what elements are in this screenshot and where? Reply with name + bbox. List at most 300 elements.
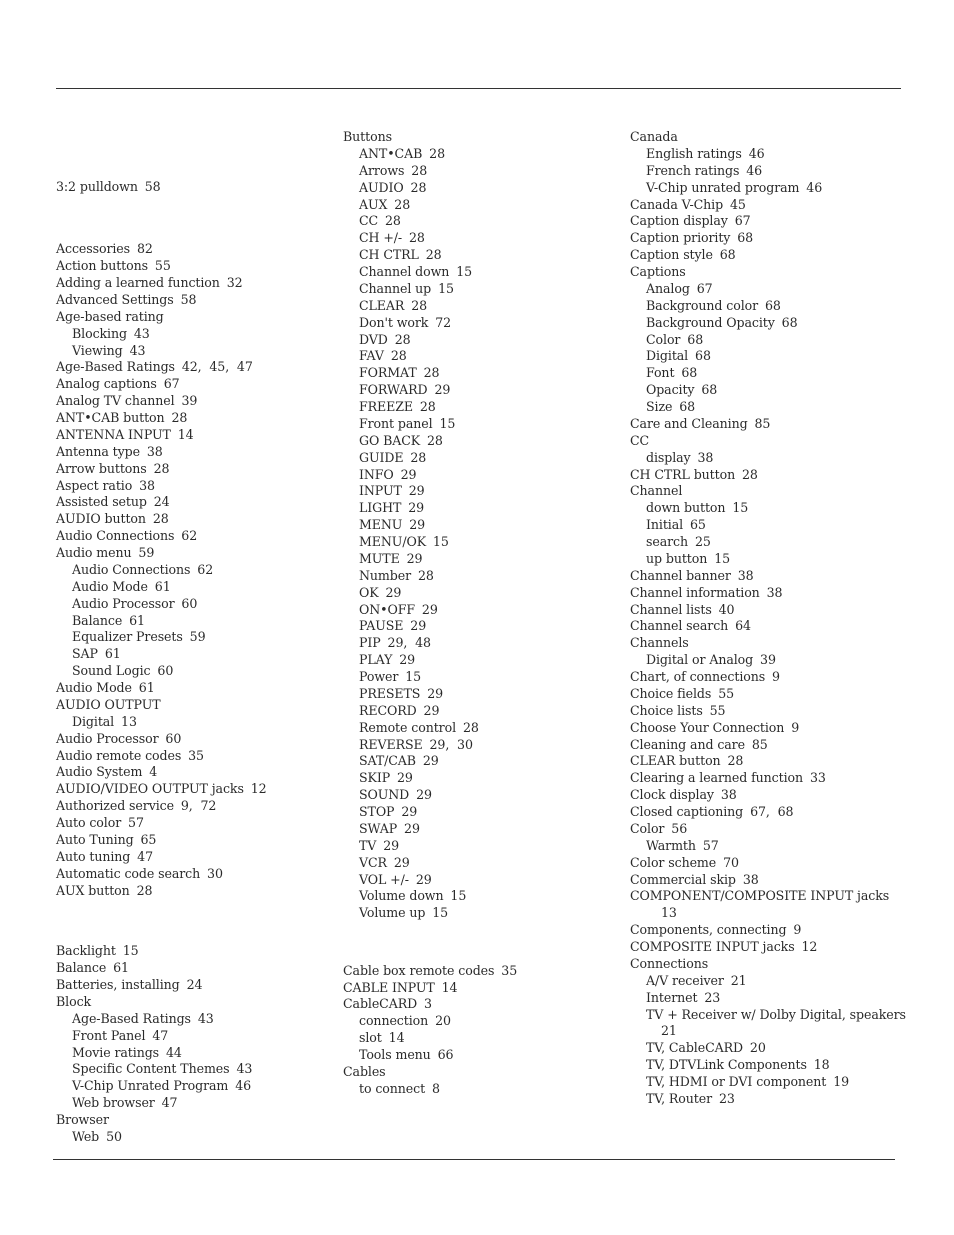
- index-term: MUTE: [359, 550, 400, 566]
- index-term: Arrow buttons: [56, 460, 147, 476]
- page-reference: 29: [393, 854, 410, 870]
- index-subentry: [343, 348, 613, 365]
- page-reference: 4: [149, 764, 158, 780]
- page-reference: 28: [417, 567, 434, 583]
- page-reference: 50: [106, 1128, 122, 1144]
- page-reference: 68: [737, 230, 754, 246]
- page-reference: 24: [153, 494, 170, 510]
- index-term: Initial: [646, 517, 684, 533]
- page-reference: 38: [720, 787, 737, 803]
- index-subentry: [630, 990, 910, 1007]
- page-reference: 46: [748, 145, 765, 161]
- page-reference: 56: [671, 820, 688, 836]
- index-entry: [56, 748, 326, 765]
- index-term: INPUT: [359, 483, 402, 499]
- index-term: COMPONENT/COMPOSITE INPUT jacks: [630, 888, 890, 904]
- index-term: GUIDE: [359, 449, 404, 465]
- page-reference: 29: [422, 753, 439, 769]
- index-term: PRESETS: [359, 685, 421, 701]
- index-subentry: [343, 534, 613, 551]
- index-term: Canada V-Chip: [630, 196, 724, 212]
- index-subentry: [56, 1129, 326, 1146]
- index-entry: [56, 410, 326, 427]
- index-subentry: [630, 652, 910, 669]
- page-reference: 64: [735, 618, 751, 634]
- index-term: Assisted setup: [56, 494, 147, 510]
- index-subentry: [630, 973, 910, 990]
- index-term: SWAP: [359, 820, 398, 836]
- index-term: Tools menu: [359, 1047, 431, 1062]
- index-term: FAV: [359, 348, 384, 364]
- index-term: Cables: [343, 1063, 386, 1079]
- index-term: Audio Connections: [72, 561, 191, 577]
- page-reference: 32: [226, 275, 243, 291]
- page-reference: 8: [432, 1080, 440, 1096]
- index-term: DVD: [359, 331, 388, 347]
- index-entry: [630, 956, 910, 973]
- page-reference: 15: [432, 905, 449, 921]
- index-term: Automatic code search: [56, 865, 201, 881]
- index-subentry: [343, 213, 613, 230]
- index-term: Specific Content Themes: [72, 1061, 230, 1077]
- page-reference: 47: [137, 848, 153, 864]
- index-subentry: [630, 382, 910, 399]
- page-reference: 68: [695, 348, 711, 364]
- index-subentry: [56, 579, 326, 596]
- index-entry: [343, 963, 613, 980]
- index-term: SAT/CAB: [359, 753, 416, 769]
- index-term: 3:2 pulldown: [56, 178, 138, 194]
- index-subentry: [630, 1091, 910, 1108]
- page-reference: 19: [833, 1074, 850, 1089]
- index-term: Choice fields: [630, 685, 712, 701]
- index-subentry: [343, 905, 613, 922]
- index-term: Digital: [72, 713, 115, 729]
- index-term: Power: [359, 669, 399, 684]
- page-reference: 85: [751, 736, 768, 752]
- index-term: Authorized service: [56, 798, 174, 814]
- page-reference: 65: [140, 831, 157, 847]
- index-term: Web browser: [72, 1095, 155, 1111]
- index-term: Auto tuning: [56, 848, 131, 864]
- index-subentry: [630, 517, 910, 534]
- index-term: CH CTRL button: [630, 466, 736, 482]
- index-term: CC: [359, 213, 379, 229]
- index-term: 13: [661, 905, 677, 921]
- index-term: Buttons: [343, 129, 392, 144]
- index-entry: [630, 635, 910, 652]
- page-reference: 29, 48: [387, 635, 431, 651]
- index-subentry: [630, 450, 910, 467]
- index-term: LIGHT: [359, 500, 402, 516]
- page-reference: 29: [406, 550, 423, 566]
- index-entry: [56, 275, 326, 292]
- page-reference: 29: [427, 685, 444, 701]
- page-reference: 55: [154, 258, 171, 274]
- index-term: Advanced Settings: [56, 291, 174, 307]
- index-subentry: [56, 1061, 326, 1078]
- index-subentry: [343, 618, 613, 635]
- index-subentry: [630, 146, 910, 163]
- page-reference: 29: [410, 618, 427, 634]
- page-reference: 29: [404, 820, 420, 836]
- index-subentry: [630, 365, 910, 382]
- index-term: STOP: [359, 804, 395, 819]
- page-reference: 68: [679, 399, 696, 414]
- index-term: Balance: [72, 612, 123, 628]
- page-reference: 28: [727, 753, 744, 769]
- index-term: Audio Processor: [56, 730, 159, 746]
- page-reference: 9: [793, 922, 802, 938]
- index-subentry: [630, 348, 910, 365]
- index-subentry: [343, 163, 613, 180]
- index-term: Cleaning and care: [630, 736, 745, 752]
- index-entry: [630, 618, 910, 635]
- index-term: Audio Mode: [72, 578, 148, 594]
- page-reference: 58: [180, 291, 197, 307]
- page-reference: 67: [734, 213, 751, 229]
- page-reference: 29: [383, 837, 400, 853]
- index-subentry: [343, 500, 613, 517]
- index-subentry: [630, 1007, 910, 1024]
- index-subentry: [343, 315, 613, 332]
- index-term: ANT•CAB: [359, 145, 423, 161]
- index-term: English ratings: [646, 145, 742, 161]
- index-term: Channels: [630, 635, 689, 651]
- page-reference: 18: [813, 1057, 830, 1073]
- index-term: PLAY: [359, 652, 393, 668]
- index-entry: [630, 669, 910, 686]
- index-subentry: [56, 1045, 326, 1062]
- index-subentry: [343, 264, 613, 281]
- index-entry: [630, 467, 910, 484]
- page-reference: 43: [129, 342, 146, 358]
- page-reference: 28: [390, 348, 407, 364]
- index-term: GO BACK: [359, 432, 421, 448]
- index-entry: [630, 264, 910, 281]
- page-reference: 28: [427, 432, 443, 448]
- page-reference: 85: [754, 415, 771, 431]
- index-subentry: [56, 343, 326, 360]
- page-reference: 65: [689, 517, 706, 533]
- index-subentry: [343, 551, 613, 568]
- index-term: Sound Logic: [72, 663, 151, 679]
- index-subentry: [343, 703, 613, 720]
- index-subentry: [630, 180, 910, 197]
- page-reference: 9, 72: [180, 798, 217, 814]
- index-entry: [56, 376, 326, 393]
- index-term: FORWARD: [359, 382, 428, 398]
- page-reference: 29: [434, 382, 451, 398]
- index-subentry: [56, 714, 326, 731]
- index-term: Audio Connections: [56, 528, 175, 544]
- page-reference: 46: [806, 179, 823, 195]
- index-term: to connect: [359, 1080, 426, 1096]
- page-reference: 15: [122, 943, 139, 959]
- index-subentry: [56, 1078, 326, 1095]
- index-term: 21: [661, 1023, 677, 1039]
- page-reference: 67: [696, 280, 713, 296]
- index-term: Blocking: [72, 325, 127, 341]
- page-reference: 28: [425, 247, 442, 263]
- index-subentry: [343, 365, 613, 382]
- page-reference: 15: [456, 264, 473, 279]
- page-reference: 62: [181, 528, 198, 544]
- index-subentry: [343, 753, 613, 770]
- index-subentry: [630, 534, 910, 551]
- page-reference: 15: [405, 669, 422, 684]
- page-reference: 29: [409, 517, 426, 533]
- index-subentry: [56, 596, 326, 613]
- page-reference: 15: [714, 550, 731, 566]
- page-reference: 15: [732, 500, 749, 516]
- index-subentry: [343, 720, 613, 737]
- index-subentry: [630, 281, 910, 298]
- index-term: Caption style: [630, 247, 713, 263]
- page-reference: 30: [207, 865, 223, 881]
- index-term: TV, DTVLink Components: [646, 1057, 807, 1073]
- index-subentry: [343, 483, 613, 500]
- index-entry: [630, 855, 910, 872]
- index-block: [343, 963, 613, 1098]
- index-term: Antenna type: [56, 443, 140, 459]
- index-subentry: [630, 399, 910, 416]
- index-term: Opacity: [646, 382, 695, 398]
- page-reference: 15: [432, 534, 449, 549]
- index-term: Care and Cleaning: [630, 415, 748, 431]
- page-reference: 28: [742, 466, 758, 482]
- index-term: Number: [359, 567, 412, 583]
- page-reference: 57: [128, 815, 144, 831]
- index-term: Remote control: [359, 719, 457, 735]
- index-term: AUX button: [56, 882, 130, 898]
- page-reference: 28: [410, 449, 427, 465]
- index-subentry: [343, 787, 613, 804]
- index-entry: [630, 213, 910, 230]
- page-reference: 43: [133, 325, 150, 341]
- index-subentry: [630, 298, 910, 315]
- index-entry: [630, 483, 910, 500]
- page-reference: 60: [165, 730, 182, 746]
- index-subentry: [343, 1013, 613, 1030]
- index-term: search: [646, 534, 689, 549]
- page-reference: 15: [439, 415, 456, 431]
- index-term: AUDIO/VIDEO OUTPUT jacks: [56, 781, 244, 797]
- index-entry: [56, 815, 326, 832]
- index-entry: [343, 1064, 613, 1081]
- page-reference: 28: [462, 719, 479, 735]
- index-term: PAUSE: [359, 618, 404, 634]
- index-subentry: [343, 281, 613, 298]
- page-reference: 28: [411, 162, 428, 178]
- page-reference: 35: [188, 747, 204, 763]
- page-reference: 15: [450, 888, 467, 904]
- page-reference: 21: [730, 972, 747, 988]
- page-reference: 25: [694, 534, 711, 549]
- index-entry: [630, 922, 910, 939]
- page-reference: 38: [737, 567, 754, 583]
- index-term: Channel information: [630, 584, 760, 600]
- index-subentry: [343, 737, 613, 754]
- page-reference: 3: [424, 996, 432, 1012]
- index-term: RECORD: [359, 702, 417, 718]
- index-term: down button: [646, 500, 726, 516]
- page-reference: 67: [163, 376, 180, 392]
- index-term: REVERSE: [359, 736, 423, 752]
- index-subentry: [630, 551, 910, 568]
- page-reference: 29: [401, 804, 418, 819]
- index-term: Audio Processor: [72, 595, 175, 611]
- page-reference: 28: [385, 213, 401, 229]
- index-subentry: [630, 315, 910, 332]
- index-entry: [630, 888, 910, 905]
- index-subentry: [343, 197, 613, 214]
- index-term: Color: [630, 820, 665, 836]
- index-term: connection: [359, 1013, 429, 1029]
- index-subentry: [343, 146, 613, 163]
- index-entry: [56, 444, 326, 461]
- index-entry: [630, 872, 910, 889]
- page-reference: 12: [250, 781, 267, 797]
- index-entry: [630, 753, 910, 770]
- index-block: [343, 129, 613, 922]
- page-reference: 23: [718, 1090, 735, 1106]
- page-reference: 15: [438, 280, 454, 296]
- page-reference: 61: [129, 612, 145, 628]
- page-reference: 38: [697, 449, 714, 465]
- page-reference: 43: [236, 1061, 253, 1077]
- index-term: PIP: [359, 635, 381, 651]
- index-term: SOUND: [359, 787, 410, 803]
- index-entry: [56, 1112, 326, 1129]
- index-entry: [56, 258, 326, 275]
- page-reference: 29: [423, 702, 440, 718]
- page-reference: 28: [409, 230, 425, 246]
- page-reference: 28: [152, 511, 169, 527]
- index-subentry: [343, 399, 613, 416]
- page-reference: 29: [397, 770, 413, 786]
- index-block: [56, 241, 326, 899]
- index-block: [56, 179, 326, 196]
- index-term: Aspect ratio: [56, 477, 133, 493]
- index-subentry: [343, 804, 613, 821]
- page-reference: 29: [415, 871, 432, 887]
- index-term: Balance: [56, 960, 107, 976]
- index-term: AUX: [359, 196, 388, 212]
- index-subentry: [56, 562, 326, 579]
- index-term: SKIP: [359, 770, 391, 786]
- index-entry: [56, 832, 326, 849]
- page-reference: 68: [765, 297, 781, 313]
- index-term: Background Opacity: [646, 314, 775, 330]
- index-subentry: [343, 467, 613, 484]
- index-subentry: [343, 180, 613, 197]
- page-reference: 62: [197, 561, 214, 577]
- index-term: Closed captioning: [630, 804, 744, 819]
- index-subentry: [630, 838, 910, 855]
- page-reference: 13: [121, 713, 137, 729]
- page-reference: 28: [153, 460, 170, 476]
- index-term: Commercial skip: [630, 871, 736, 887]
- page-reference: 38: [146, 443, 163, 459]
- index-term: CableCARD: [343, 996, 418, 1012]
- index-term: Analog TV channel: [56, 393, 175, 409]
- index-term: TV, Router: [646, 1090, 713, 1106]
- page-reference: 42, 45, 47: [181, 359, 253, 375]
- index-subentry: [343, 652, 613, 669]
- page-reference: 58: [144, 178, 161, 194]
- index-subentry: [343, 888, 613, 905]
- index-term: Audio remote codes: [56, 747, 182, 763]
- page-reference: 28: [394, 196, 411, 212]
- index-term: French ratings: [646, 162, 740, 178]
- index-term: Internet: [646, 989, 698, 1005]
- page-reference: 38: [139, 477, 155, 493]
- index-term: CLEAR button: [630, 753, 721, 769]
- index-entry: [56, 478, 326, 495]
- page-reference: 55: [709, 702, 726, 718]
- index-term: SAP: [72, 646, 98, 662]
- page-reference: 29: [399, 652, 416, 668]
- index-term: A/V receiver: [646, 972, 724, 988]
- index-subentry: [630, 1040, 910, 1057]
- index-term: Equalizer Presets: [72, 629, 183, 645]
- index-entry: [56, 994, 326, 1011]
- page-reference: 61: [154, 578, 171, 594]
- index-entry: [630, 433, 910, 450]
- index-entry: [56, 179, 326, 196]
- index-term: Connections: [630, 955, 709, 971]
- page-reference: 61: [113, 960, 129, 976]
- index-term: Audio Mode: [56, 680, 132, 696]
- index-subentry: [56, 326, 326, 343]
- index-entry: [56, 960, 326, 977]
- index-term: Chart, of connections: [630, 669, 766, 684]
- page-reference: 67, 68: [750, 804, 794, 819]
- index-term: Audio System: [56, 764, 143, 780]
- page-reference: 46: [235, 1078, 252, 1094]
- index-entry: [630, 804, 910, 821]
- index-term: Browser: [56, 1112, 109, 1128]
- index-term: slot: [359, 1030, 382, 1046]
- index-subentry: [343, 669, 613, 686]
- page-reference: 46: [746, 162, 763, 178]
- index-term: Analog captions: [56, 376, 157, 392]
- index-block: [630, 129, 910, 1108]
- index-column-1: [56, 162, 326, 1146]
- index-term: Auto Tuning: [56, 831, 134, 847]
- index-term: Front Panel: [72, 1027, 146, 1043]
- index-entry: [56, 798, 326, 815]
- index-term: Age-Based Ratings: [72, 1010, 191, 1026]
- index-term: up button: [646, 550, 708, 566]
- index-term: Adding a learned function: [56, 275, 220, 291]
- index-term: AUDIO OUTPUT: [56, 696, 161, 712]
- index-term: VOL +/-: [359, 871, 409, 887]
- index-term: Don't work: [359, 314, 429, 330]
- index-subentry: [630, 163, 910, 180]
- page-reference: 59: [138, 545, 155, 561]
- index-entry: [56, 764, 326, 781]
- index-term: Channel: [630, 483, 683, 499]
- index-term: Block: [56, 993, 92, 1009]
- page-reference: 66: [437, 1047, 454, 1062]
- page-reference: 72: [435, 314, 452, 330]
- index-term: MENU/OK: [359, 534, 426, 549]
- index-entry: [630, 247, 910, 264]
- index-entry: [343, 980, 613, 997]
- index-entry: [56, 680, 326, 697]
